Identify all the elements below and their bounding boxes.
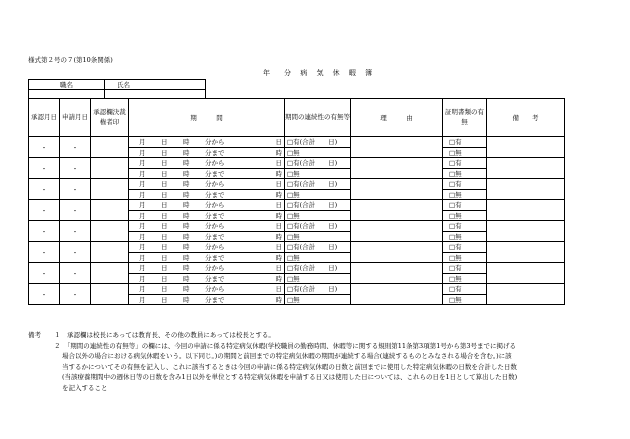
certificate-yes-cell[interactable]: □有 xyxy=(443,221,487,232)
certificate-no-cell[interactable]: □無 xyxy=(443,168,487,179)
continuity-no-cell[interactable]: □無 xyxy=(285,273,351,284)
period-to-cell[interactable]: 月 日 時 分まで 時 xyxy=(129,189,285,200)
application-date-cell[interactable]: ・ xyxy=(60,200,91,221)
table-row xyxy=(29,221,565,232)
period-to-cell[interactable]: 月 日 時 分まで 時 xyxy=(129,231,285,242)
continuity-no-cell[interactable]: □無 xyxy=(285,147,351,158)
reason-cell[interactable] xyxy=(351,179,443,200)
leave-table xyxy=(28,98,565,305)
remarks-cell[interactable] xyxy=(487,179,565,200)
col-approver: 承認欄決裁権者印 xyxy=(91,99,129,137)
page-title: 年 分 病 気 休 暇 簿 xyxy=(263,69,376,77)
certificate-no-cell[interactable]: □無 xyxy=(443,231,487,242)
continuity-yes-cell[interactable]: □有(合計 日) xyxy=(285,263,351,274)
continuity-no-cell[interactable]: □無 xyxy=(285,231,351,242)
continuity-yes-cell[interactable]: □有(合計 日) xyxy=(285,158,351,169)
note-line: を記入すること xyxy=(62,383,108,392)
approver-seal-cell[interactable] xyxy=(91,179,129,200)
col-application-date: 申請月日 xyxy=(60,99,91,137)
approver-seal-cell[interactable] xyxy=(91,200,129,221)
continuity-yes-cell[interactable]: □有(合計 日) xyxy=(285,137,351,148)
period-to-cell[interactable]: 月 日 時 分まで 時 xyxy=(129,147,285,158)
remarks-cell[interactable] xyxy=(487,263,565,284)
period-from-cell[interactable]: 月 日 時 分から 日 xyxy=(129,221,285,232)
col-reason: 理 由 xyxy=(351,99,443,137)
notes-label: 備考 xyxy=(28,331,41,339)
continuity-no-cell[interactable]: □無 xyxy=(285,168,351,179)
table-row xyxy=(29,179,565,190)
certificate-no-cell[interactable]: □無 xyxy=(443,273,487,284)
period-to-cell[interactable]: 月 日 時 分まで 時 xyxy=(129,273,285,284)
period-to-cell[interactable]: 月 日 時 分まで 時 xyxy=(129,210,285,221)
reason-cell[interactable] xyxy=(351,137,443,158)
period-to-cell[interactable]: 月 日 時 分まで 時 xyxy=(129,168,285,179)
approver-seal-cell[interactable] xyxy=(91,263,129,284)
note-line: １ 承認欄は校長にあっては教育長、その他の教員にあっては校長とする。 xyxy=(54,331,275,339)
note-line: 場合以外の場合における病気休暇をいう。以下同じ。)の期間と前回までの特定病気休暇の期間が連続する場合(連続するものとみなされる場合を含む。)に該 xyxy=(62,352,512,360)
period-from-cell[interactable]: 月 日 時 分から 日 xyxy=(129,179,285,190)
period-to-cell[interactable]: 月 日 時 分まで 時 xyxy=(129,294,285,305)
remarks-cell[interactable] xyxy=(487,158,565,179)
continuity-no-cell[interactable]: □無 xyxy=(285,189,351,200)
col-remarks: 備 考 xyxy=(487,99,565,137)
continuity-no-cell[interactable]: □無 xyxy=(285,252,351,263)
note-line: 当するかについてその有無を記入し、これに該当するときは今回の申請に係る特定病気休暇の日数と前回までに使用した特定病気休暇の日数を合計した日数 xyxy=(62,362,517,371)
name-label: 氏名 xyxy=(105,80,206,90)
remarks-cell[interactable] xyxy=(487,221,565,242)
approval-date-cell[interactable]: ・ xyxy=(29,200,60,221)
reason-cell[interactable] xyxy=(351,284,443,305)
certificate-yes-cell[interactable]: □有 xyxy=(443,137,487,148)
certificate-yes-cell[interactable]: □有 xyxy=(443,179,487,190)
table-row xyxy=(29,263,565,274)
col-period: 期 間 xyxy=(129,99,285,137)
col-certificate: 証明書類の有無 xyxy=(443,99,487,137)
reason-cell[interactable] xyxy=(351,263,443,284)
application-date-cell[interactable]: ・ xyxy=(60,284,91,305)
period-from-cell[interactable]: 月 日 時 分から 日 xyxy=(129,137,285,148)
period-from-cell[interactable]: 月 日 時 分から 日 xyxy=(129,200,285,211)
reason-cell[interactable] xyxy=(351,242,443,263)
remarks-cell[interactable] xyxy=(487,242,565,263)
period-to-cell[interactable]: 月 日 時 分まで 時 xyxy=(129,252,285,263)
continuity-yes-cell[interactable]: □有(合計 日) xyxy=(285,284,351,295)
continuity-yes-cell[interactable]: □有(合計 日) xyxy=(285,200,351,211)
application-date-cell[interactable]: ・ xyxy=(60,263,91,284)
period-from-cell[interactable]: 月 日 時 分から 日 xyxy=(129,284,285,295)
approval-date-cell[interactable]: ・ xyxy=(29,158,60,179)
certificate-no-cell[interactable]: □無 xyxy=(443,252,487,263)
table-row xyxy=(29,137,565,148)
note-line: ２ 「期間の連続性の有無等」の欄には、今回の申請に係る特定病気休暇(学校職員の勤務時間、休暇等に関する規則第11条第3項第1号から第3号までに掲げる xyxy=(54,341,516,350)
continuity-no-cell[interactable]: □無 xyxy=(285,210,351,221)
remarks-cell[interactable] xyxy=(487,200,565,221)
certificate-no-cell[interactable]: □無 xyxy=(443,147,487,158)
application-date-cell[interactable]: ・ xyxy=(60,137,91,158)
certificate-yes-cell[interactable]: □有 xyxy=(443,242,487,253)
reason-cell[interactable] xyxy=(351,221,443,242)
application-date-cell[interactable]: ・ xyxy=(60,221,91,242)
approver-seal-cell[interactable] xyxy=(91,158,129,179)
col-continuity: 期間の連続性の有無等 xyxy=(285,99,351,137)
certificate-yes-cell[interactable]: □有 xyxy=(443,200,487,211)
application-date-cell[interactable]: ・ xyxy=(60,158,91,179)
remarks-cell[interactable] xyxy=(487,284,565,305)
table-row xyxy=(29,284,565,295)
continuity-yes-cell[interactable]: □有(合計 日) xyxy=(285,179,351,190)
reason-cell[interactable] xyxy=(351,158,443,179)
remarks-cell[interactable] xyxy=(487,137,565,158)
period-from-cell[interactable]: 月 日 時 分から 日 xyxy=(129,263,285,274)
approval-date-cell[interactable]: ・ xyxy=(29,263,60,284)
name-table xyxy=(28,79,206,99)
approval-date-cell[interactable]: ・ xyxy=(29,137,60,158)
form-number: 様式第２号の７(第10条関係) xyxy=(28,56,113,64)
col-approval-date: 承認月日 xyxy=(29,99,60,137)
job-title-label: 職名 xyxy=(29,80,105,90)
approval-date-cell[interactable]: ・ xyxy=(29,284,60,305)
table-row xyxy=(29,242,565,253)
period-from-cell[interactable]: 月 日 時 分から 日 xyxy=(129,242,285,253)
application-date-cell[interactable]: ・ xyxy=(60,242,91,263)
certificate-no-cell[interactable]: □無 xyxy=(443,189,487,200)
approver-seal-cell[interactable] xyxy=(91,242,129,263)
table-row xyxy=(29,158,565,169)
table-row xyxy=(29,200,565,211)
note-line: (当該療養期間中の週休日等の日数を含み1日以外を単位とする特定病気休暇を申請する日又は使用した日については、これらの日を1日として算出した日数) xyxy=(62,373,518,381)
approver-seal-cell[interactable] xyxy=(91,284,129,305)
application-date-cell[interactable]: ・ xyxy=(60,179,91,200)
approval-date-cell[interactable]: ・ xyxy=(29,242,60,263)
continuity-yes-cell[interactable]: □有(合計 日) xyxy=(285,242,351,253)
certificate-no-cell[interactable]: □無 xyxy=(443,210,487,221)
certificate-yes-cell[interactable]: □有 xyxy=(443,158,487,169)
certificate-no-cell[interactable]: □無 xyxy=(443,294,487,305)
approver-seal-cell[interactable] xyxy=(91,137,129,158)
certificate-yes-cell[interactable]: □有 xyxy=(443,284,487,295)
approver-seal-cell[interactable] xyxy=(91,221,129,242)
approval-date-cell[interactable]: ・ xyxy=(29,179,60,200)
certificate-yes-cell[interactable]: □有 xyxy=(443,263,487,274)
period-from-cell[interactable]: 月 日 時 分から 日 xyxy=(129,158,285,169)
continuity-no-cell[interactable]: □無 xyxy=(285,294,351,305)
continuity-yes-cell[interactable]: □有(合計 日) xyxy=(285,221,351,232)
approval-date-cell[interactable]: ・ xyxy=(29,221,60,242)
reason-cell[interactable] xyxy=(351,200,443,221)
